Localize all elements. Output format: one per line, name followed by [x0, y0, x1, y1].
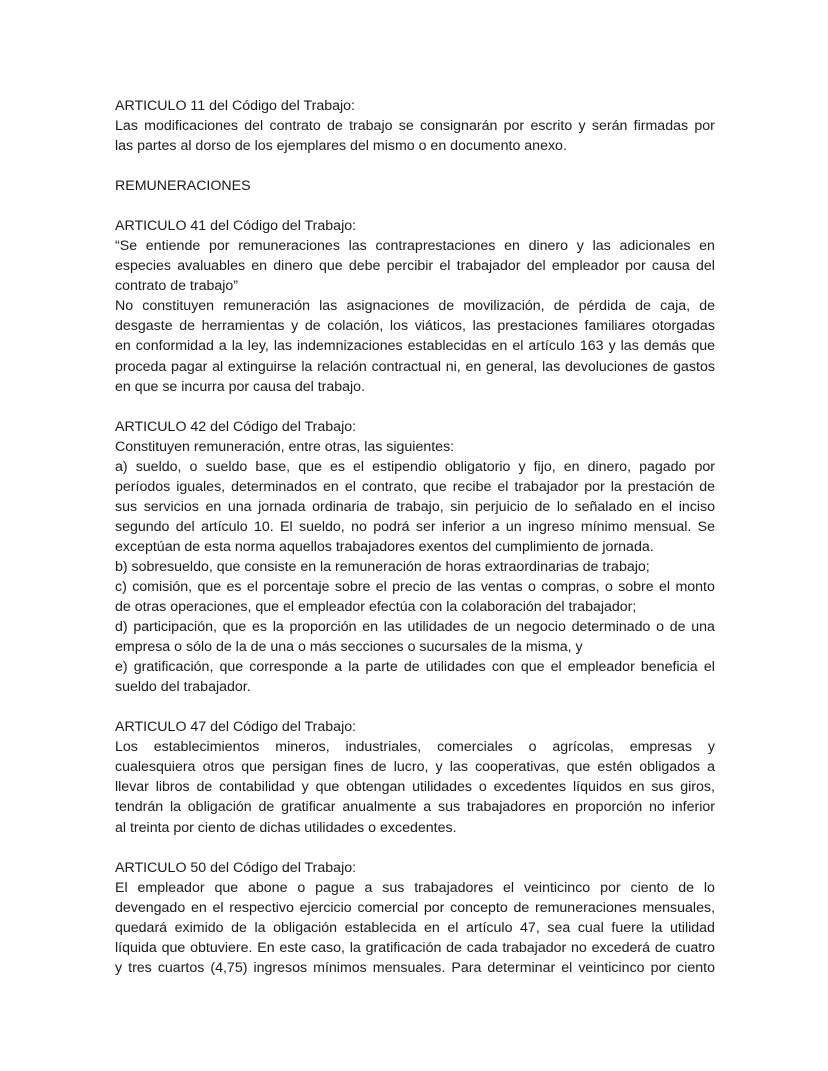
text-line: c) comisión, que es el porcentaje sobre el precio de las ventas o compras, o sobre el monto — [115, 578, 715, 595]
text-line: las partes al dorso de los ejemplares del mismo o en documento anexo. — [115, 138, 567, 155]
text-line: contrato de trabajo” — [115, 278, 239, 295]
text-line: Las modificaciones del contrato de trabajo se consignarán por escrito y serán firmadas por — [115, 118, 715, 135]
section-heading: ARTICULO 11 del Código del Trabajo: — [115, 98, 356, 114]
section-heading: ARTICULO 47 del Código del Trabajo: — [115, 719, 357, 736]
text-line: El empleador que abone o pague a sus trabajadores el veinticinco por ciento de lo — [115, 879, 715, 896]
text-line: sueldo del trabajador. — [115, 679, 251, 696]
text-line: desgaste de herramientas y de colación, los viáticos, las prestaciones familiares otorgadas — [115, 318, 715, 335]
text-line: en conformidad a la ley, las indemnizaciones establecidas en el artículo 163 y las demás que — [115, 338, 715, 355]
document-body — [115, 96, 715, 998]
section-heading: ARTICULO 41 del Código del Trabajo: — [115, 218, 357, 235]
text-line: períodos iguales, determinados en el contrato, que recibe el trabajador por la prestación de — [115, 478, 715, 495]
text-line: en que se incurra por causa del trabajo. — [115, 378, 366, 395]
section-art11 — [115, 96, 715, 156]
section-remuneraciones — [115, 176, 715, 196]
text-line: Constituyen remuneración, entre otras, las siguientes: — [115, 438, 455, 455]
section-art47 — [115, 717, 715, 837]
text-line: e) gratificación, que corresponde a la parte de utilidades con que el empleador beneficia el — [115, 659, 715, 676]
text-line: segundo del artículo 10. El sueldo, no podrá ser inferior a un ingreso mínimo mensual. Se — [115, 518, 715, 535]
text-line: de otras operaciones, que el empleador efectúa con la colaboración del trabajador; — [115, 599, 637, 616]
text-line: b) sobresueldo, que consiste en la remuneración de horas extraordinarias de trabajo; — [115, 558, 650, 575]
text-line: líquida que obtuviere. En este caso, la gratificación de cada trabajador no excederá de cuatro — [115, 939, 715, 956]
text-line: exceptúan de esta norma aquellos trabajadores exentos del cumplimiento de jornada. — [115, 538, 654, 555]
section-art50 — [115, 858, 715, 978]
text-line: tendrán la obligación de gratificar anualmente a sus trabajadores en proporción no inferior — [115, 799, 715, 816]
text-line: especies avaluables en dinero que debe percibir el trabajador del empleador por causa del — [115, 258, 715, 275]
text-line: cualesquiera otros que persigan fines de lucro, y las cooperativas, que estén obligados a — [115, 759, 715, 776]
section-heading: ARTICULO 42 del Código del Trabajo: — [115, 418, 357, 435]
text-line: quedará eximido de la obligación establecida en el artículo 47, sea cual fuere la utilidad — [115, 919, 715, 936]
text-line: al treinta por ciento de dichas utilidades o excedentes. — [115, 819, 457, 836]
text-line: sus servicios en una jornada ordinaria de trabajo, sin perjuicio de lo señalado en el inciso — [115, 498, 715, 515]
text-line: d) participación, que es la proporción en las utilidades de un negocio determinado o de una — [115, 619, 715, 636]
section-art41 — [115, 216, 715, 396]
text-line: llevar libros de contabilidad y que obtengan utilidades o excedentes líquidos en sus giros, — [115, 779, 715, 796]
text-line: Los establecimientos mineros, industriales, comerciales o agrícolas, empresas y — [115, 739, 715, 756]
text-line: devengado en el respectivo ejercicio comercial por concepto de remuneraciones mensuales, — [115, 899, 715, 916]
text-line: a) sueldo, o sueldo base, que es el estipendio obligatorio y fijo, en dinero, pagado por — [115, 458, 715, 475]
text-line: y tres cuartos (4,75) ingresos mínimos mensuales. Para determinar el veinticinco por ciento — [115, 959, 715, 976]
section-heading: ARTICULO 50 del Código del Trabajo: — [115, 859, 357, 876]
text-line: empresa o sólo de la de una o más secciones o sucursales de la misma, y — [115, 639, 583, 656]
text-line: No constituyen remuneración las asignaciones de movilización, de pérdida de caja, de — [115, 298, 715, 315]
text-line: proceda pagar al extinguirse la relación contractual ni, en general, las devoluciones de gastos — [115, 358, 715, 375]
text-line: “Se entiende por remuneraciones las contraprestaciones en dinero y las adicionales en — [115, 238, 715, 255]
section-heading: REMUNERACIONES — [115, 178, 251, 195]
section-art42 — [115, 417, 715, 698]
